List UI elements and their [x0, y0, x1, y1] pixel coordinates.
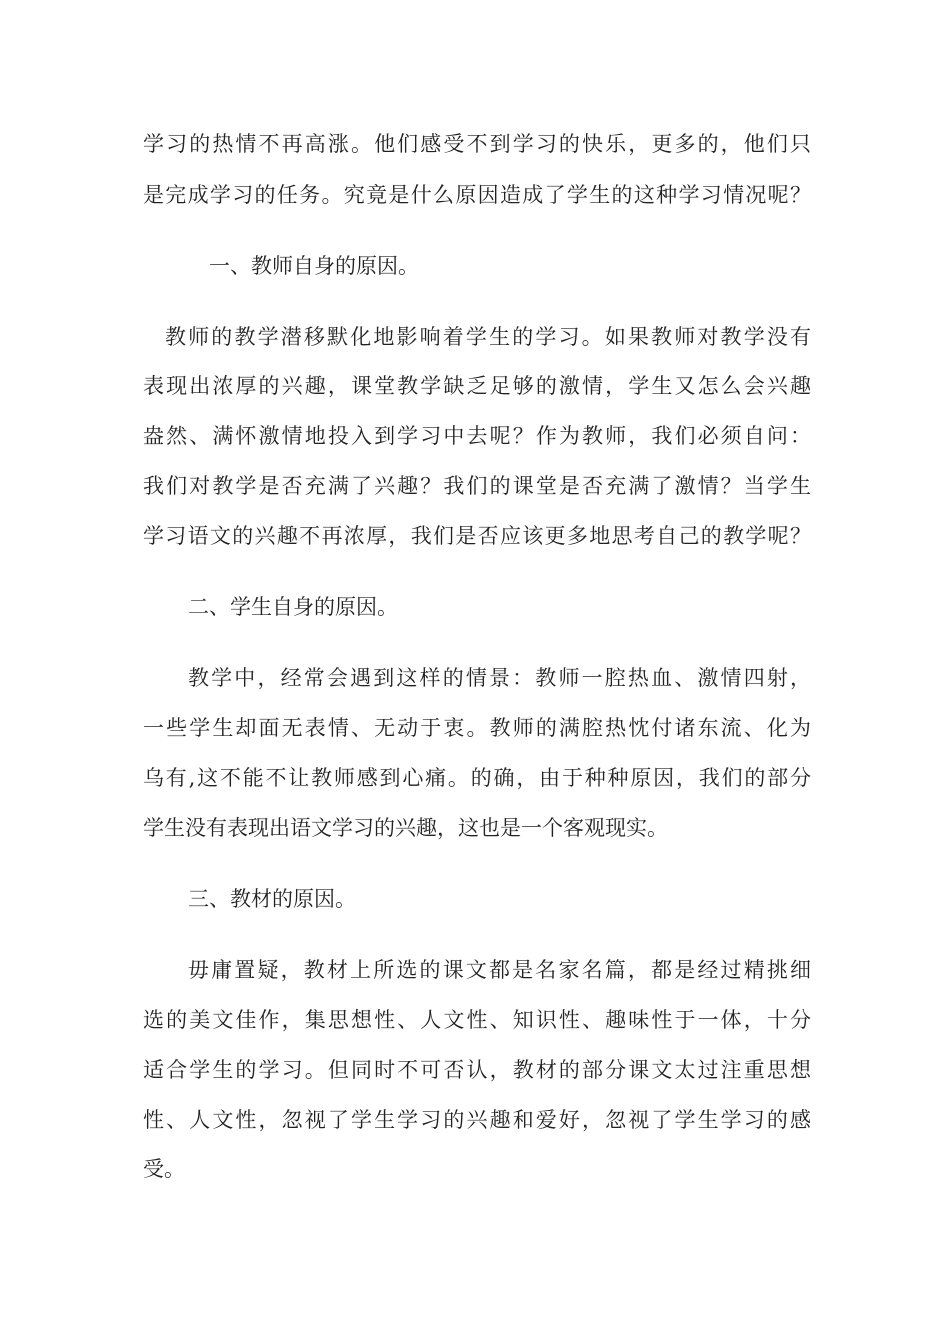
paragraph-line: 适合学生的学习。但同时不可否认，教材的部分课文太过注重思想	[143, 1058, 811, 1082]
section-heading-teacher: 一、教师自身的原因。	[209, 254, 419, 278]
paragraph-line: 是完成学习的任务。究竟是什么原因造成了学生的这种学习情况呢？	[143, 183, 811, 207]
paragraph-line: 选的美文佳作，集思想性、人文性、知识性、趣味性于一体，十分	[143, 1008, 811, 1032]
paragraph-line: 我们对教学是否充满了兴趣？我们的课堂是否充满了激情？当学生	[143, 474, 811, 498]
section-heading-textbook: 三、教材的原因。	[188, 887, 356, 911]
paragraph-line: 教师的教学潜移默化地影响着学生的学习。如果教师对教学没有	[165, 325, 811, 349]
paragraph-line: 教学中，经常会遇到这样的情景：教师一腔热血、激情四射，	[188, 666, 811, 690]
paragraph-line: 性、人文性，忽视了学生学习的兴趣和爱好，忽视了学生学习的感	[143, 1108, 811, 1132]
paragraph-line: 学生没有表现出语文学习的兴趣，这也是一个客观现实。	[143, 816, 668, 840]
paragraph-line: 学习语文的兴趣不再浓厚，我们是否应该更多地思考自己的教学呢？	[143, 524, 811, 548]
paragraph-line: 乌有,这不能不让教师感到心痛。的确，由于种种原因，我们的部分	[143, 766, 811, 790]
paragraph-line: 盎然、满怀激情地投入到学习中去呢？作为教师，我们必须自问：	[143, 424, 811, 448]
paragraph-line: 学习的热情不再高涨。他们感受不到学习的快乐，更多的，他们只	[143, 132, 811, 156]
paragraph-line: 表现出浓厚的兴趣，课堂教学缺乏足够的激情，学生又怎么会兴趣	[143, 374, 811, 398]
paragraph-line: 一些学生却面无表情、无动于衷。教师的满腔热忱付诸东流、化为	[143, 716, 811, 740]
paragraph-line: 毋庸置疑，教材上所选的课文都是名家名篇，都是经过精挑细	[188, 958, 811, 982]
section-heading-student: 二、学生自身的原因。	[188, 595, 398, 619]
paragraph-line: 受。	[143, 1157, 185, 1181]
